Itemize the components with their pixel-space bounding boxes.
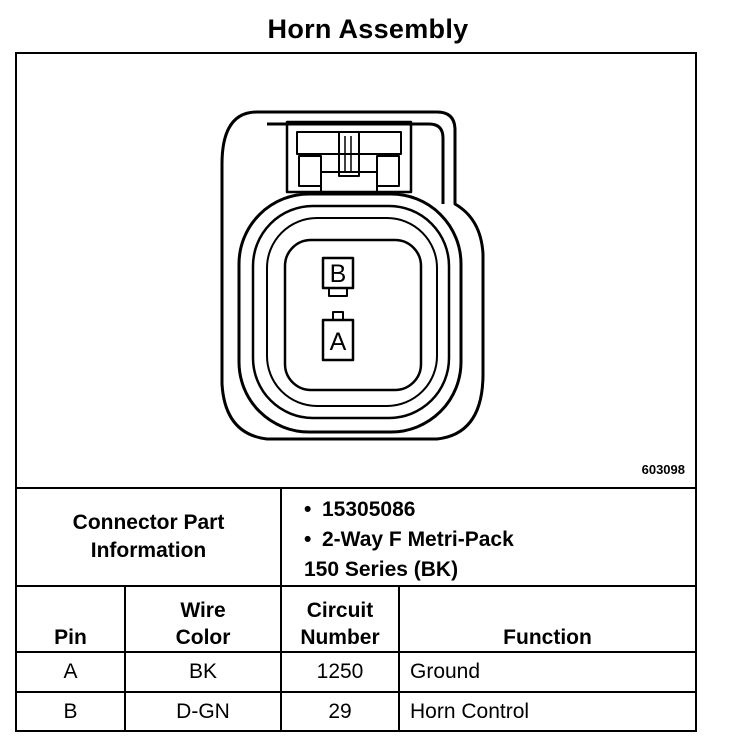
row-circuit-number: 29 [281,692,399,731]
row-pin: A [17,652,125,692]
connector-type-line1: 2-Way F Metri-Pack [322,528,514,551]
connector-type-line2: 150 Series (BK) [304,558,459,581]
connector-seal-ring-middle [253,206,449,418]
pin-b-label: B [329,260,347,288]
row-circuit-number: 1250 [281,652,399,692]
header-wire-line2: Color [175,626,231,649]
diagram-frame [15,52,697,732]
connector-face-view [17,54,695,488]
table-row [17,692,695,731]
connector-info-table [17,487,695,731]
row-pin: B [17,692,125,731]
connector-part-info [281,488,695,586]
connector-drawing [17,54,695,488]
pin-a-label: A [329,328,347,356]
connector-type [304,525,695,585]
row-wire-color: D-GN [125,692,281,731]
header-function: Function [399,586,695,652]
connector-part-label [17,488,281,586]
connector-part-row [17,488,695,586]
row-function: Ground [399,652,695,692]
connector-part-label-line2: Information [90,539,207,562]
connector-part-label-line1: Connector Part [72,511,225,534]
header-wire-line1: Wire [180,599,226,622]
header-circuit-line2: Number [300,626,380,649]
diagram-title: Horn Assembly [267,14,469,44]
row-function: Horn Control [399,692,695,731]
pin-table-header [17,586,695,652]
part-number: • 15305086 [304,495,695,525]
header-circuit-line1: Circuit [306,599,374,622]
header-circuit-number [281,586,399,652]
table-row [17,652,695,692]
header-pin: Pin [17,586,125,652]
row-wire-color: BK [125,652,281,692]
figure-id: 603098 [641,462,685,477]
header-wire-color [125,586,281,652]
connector-seal-ring-outer [239,194,461,432]
